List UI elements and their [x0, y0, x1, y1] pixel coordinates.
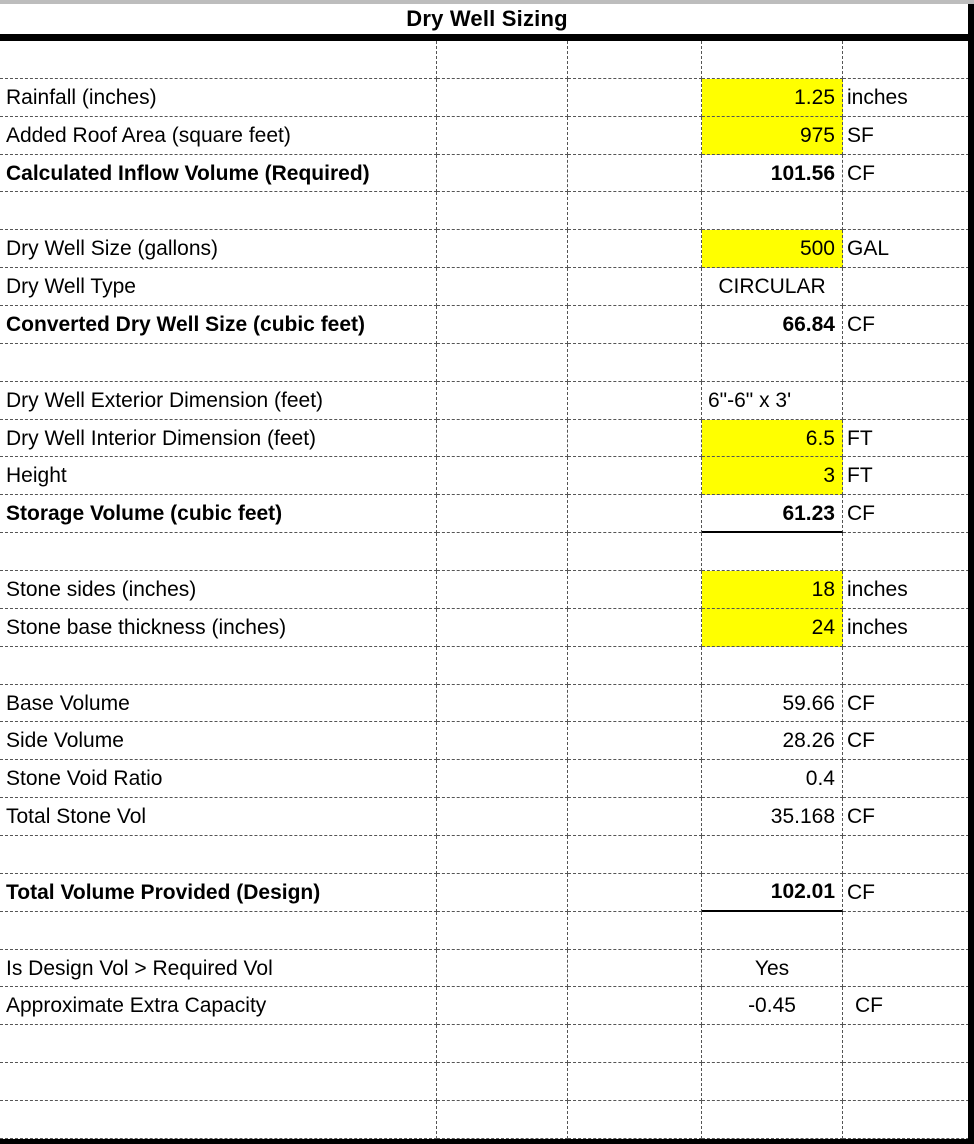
input-cell[interactable]: 6.5: [702, 420, 843, 458]
unit-cell: inches: [843, 79, 974, 117]
table-row: [0, 533, 974, 571]
table-row: [0, 230, 974, 268]
right-border: [968, 4, 974, 1144]
row-label-cell: [0, 647, 437, 685]
value-cell: [702, 836, 843, 874]
unit-cell: [843, 192, 974, 230]
unit-cell: [843, 382, 974, 420]
table-row: [0, 760, 974, 798]
row-label-cell: Dry Well Exterior Dimension (feet): [0, 382, 437, 420]
row-label-cell: Converted Dry Well Size (cubic feet): [0, 306, 437, 344]
spacer-cell: [437, 1063, 568, 1101]
unit-cell: CF: [843, 798, 974, 836]
spacer-cell: [437, 950, 568, 988]
unit-cell: [843, 760, 974, 798]
unit-cell: [843, 912, 974, 950]
value-cell: -0.45: [702, 987, 843, 1025]
value-cell: 35.168: [702, 798, 843, 836]
spacer-cell: [568, 1025, 702, 1063]
spacer-cell: [437, 344, 568, 382]
spreadsheet-grid: [0, 41, 974, 1139]
row-label-cell: Dry Well Type: [0, 268, 437, 306]
unit-cell: CF: [843, 495, 974, 533]
table-row: [0, 722, 974, 760]
value-cell: [702, 647, 843, 685]
row-label-cell: Stone base thickness (inches): [0, 609, 437, 647]
spacer-cell: [437, 457, 568, 495]
spacer-cell: [568, 798, 702, 836]
table-row: [0, 874, 974, 912]
table-row: [0, 79, 974, 117]
spacer-cell: [437, 609, 568, 647]
unit-cell: [843, 344, 974, 382]
value-cell: [702, 1025, 843, 1063]
spacer-cell: [437, 79, 568, 117]
value-cell: 66.84: [702, 306, 843, 344]
value-cell: Yes: [702, 950, 843, 988]
unit-cell: CF: [843, 722, 974, 760]
spacer-cell: [437, 533, 568, 571]
unit-cell: CF: [843, 987, 974, 1025]
spacer-cell: [568, 306, 702, 344]
spacer-cell: [568, 117, 702, 155]
unit-cell: [843, 1101, 974, 1139]
spacer-cell: [437, 722, 568, 760]
spacer-cell: [568, 950, 702, 988]
row-label-cell: Storage Volume (cubic feet): [0, 495, 437, 533]
table-row: [0, 950, 974, 988]
input-cell[interactable]: 24: [702, 609, 843, 647]
unit-cell: FT: [843, 420, 974, 458]
value-cell: [702, 192, 843, 230]
spacer-cell: [437, 382, 568, 420]
unit-cell: GAL: [843, 230, 974, 268]
spacer-cell: [437, 1101, 568, 1139]
unit-cell: [843, 647, 974, 685]
unit-cell: SF: [843, 117, 974, 155]
table-row: [0, 382, 974, 420]
table-row: [0, 155, 974, 193]
table-row: [0, 1063, 974, 1101]
spacer-cell: [568, 1063, 702, 1101]
unit-cell: inches: [843, 609, 974, 647]
value-cell: [702, 1063, 843, 1101]
spacer-cell: [568, 1101, 702, 1139]
input-cell[interactable]: 1.25: [702, 79, 843, 117]
spacer-cell: [437, 268, 568, 306]
unit-cell: [843, 41, 974, 79]
row-label-cell: Height: [0, 457, 437, 495]
unit-cell: CF: [843, 306, 974, 344]
table-row: [0, 685, 974, 723]
row-label-cell: Side Volume: [0, 722, 437, 760]
value-cell: [702, 41, 843, 79]
table-row: [0, 268, 974, 306]
spacer-cell: [568, 912, 702, 950]
spacer-cell: [437, 987, 568, 1025]
spacer-cell: [437, 420, 568, 458]
value-cell: 101.56: [702, 155, 843, 193]
spacer-cell: [437, 192, 568, 230]
table-row: [0, 571, 974, 609]
value-cell: [702, 912, 843, 950]
spacer-cell: [568, 344, 702, 382]
table-row: [0, 457, 974, 495]
spacer-cell: [437, 912, 568, 950]
row-label-cell: [0, 344, 437, 382]
spacer-cell: [568, 647, 702, 685]
spacer-cell: [568, 571, 702, 609]
value-cell: [702, 533, 843, 571]
row-label-cell: Base Volume: [0, 685, 437, 723]
value-cell: 61.23: [702, 495, 843, 533]
unit-cell: [843, 533, 974, 571]
spacer-cell: [568, 533, 702, 571]
table-row: [0, 306, 974, 344]
spacer-cell: [437, 41, 568, 79]
unit-cell: [843, 1025, 974, 1063]
spacer-cell: [568, 874, 702, 912]
spacer-cell: [437, 1025, 568, 1063]
row-label-cell: Is Design Vol > Required Vol: [0, 950, 437, 988]
row-label-cell: [0, 533, 437, 571]
row-label-cell: Rainfall (inches): [0, 79, 437, 117]
spacer-cell: [437, 647, 568, 685]
value-cell: 28.26: [702, 722, 843, 760]
spacer-cell: [437, 571, 568, 609]
spacer-cell: [568, 79, 702, 117]
spacer-cell: [437, 836, 568, 874]
sheet-title: Dry Well Sizing: [406, 6, 568, 31]
row-label-cell: Stone sides (inches): [0, 571, 437, 609]
row-label-cell: Dry Well Size (gallons): [0, 230, 437, 268]
input-cell[interactable]: 975: [702, 117, 843, 155]
table-row: [0, 117, 974, 155]
spacer-cell: [437, 874, 568, 912]
spacer-cell: [568, 836, 702, 874]
unit-cell: [843, 836, 974, 874]
unit-cell: CF: [843, 155, 974, 193]
table-row: [0, 798, 974, 836]
table-row: [0, 495, 974, 533]
spacer-cell: [568, 230, 702, 268]
title-divider: [0, 34, 974, 41]
spacer-cell: [568, 722, 702, 760]
spacer-cell: [437, 495, 568, 533]
table-row: [0, 420, 974, 458]
unit-cell: CF: [843, 685, 974, 723]
spacer-cell: [568, 155, 702, 193]
value-cell: [702, 1101, 843, 1139]
input-cell[interactable]: 3: [702, 457, 843, 495]
unit-cell: inches: [843, 571, 974, 609]
row-label-cell: Stone Void Ratio: [0, 760, 437, 798]
spacer-cell: [568, 420, 702, 458]
spacer-cell: [568, 192, 702, 230]
value-cell: 6"-6" x 3': [702, 382, 843, 420]
table-row: [0, 344, 974, 382]
value-cell: CIRCULAR: [702, 268, 843, 306]
row-label-cell: [0, 1063, 437, 1101]
row-label-cell: [0, 1025, 437, 1063]
value-cell: 59.66: [702, 685, 843, 723]
unit-cell: CF: [843, 874, 974, 912]
unit-cell: [843, 268, 974, 306]
input-cell[interactable]: 500: [702, 230, 843, 268]
row-label-cell: Approximate Extra Capacity: [0, 987, 437, 1025]
row-label-cell: Total Stone Vol: [0, 798, 437, 836]
spacer-cell: [568, 987, 702, 1025]
value-cell: 0.4: [702, 760, 843, 798]
table-row: [0, 647, 974, 685]
row-label-cell: [0, 1101, 437, 1139]
table-row: [0, 987, 974, 1025]
row-label-cell: Total Volume Provided (Design): [0, 874, 437, 912]
value-cell: 102.01: [702, 874, 843, 912]
bottom-border: [0, 1139, 974, 1144]
spacer-cell: [568, 268, 702, 306]
row-label-cell: [0, 192, 437, 230]
table-row: [0, 609, 974, 647]
input-cell[interactable]: 18: [702, 571, 843, 609]
table-row: [0, 41, 974, 79]
spacer-cell: [437, 760, 568, 798]
table-row: [0, 836, 974, 874]
row-label-cell: Calculated Inflow Volume (Required): [0, 155, 437, 193]
spacer-cell: [568, 457, 702, 495]
spacer-cell: [568, 609, 702, 647]
spacer-cell: [437, 306, 568, 344]
spacer-cell: [437, 798, 568, 836]
table-row: [0, 1025, 974, 1063]
row-label-cell: Added Roof Area (square feet): [0, 117, 437, 155]
spacer-cell: [568, 382, 702, 420]
row-label-cell: [0, 41, 437, 79]
spacer-cell: [437, 685, 568, 723]
value-cell: [702, 344, 843, 382]
unit-cell: [843, 1063, 974, 1101]
spacer-cell: [437, 155, 568, 193]
row-label-cell: [0, 912, 437, 950]
unit-cell: [843, 950, 974, 988]
spacer-cell: [568, 760, 702, 798]
table-row: [0, 1101, 974, 1139]
spacer-cell: [568, 41, 702, 79]
table-row: [0, 192, 974, 230]
spacer-cell: [437, 230, 568, 268]
spacer-cell: [568, 495, 702, 533]
spacer-cell: [437, 117, 568, 155]
row-label-cell: [0, 836, 437, 874]
table-row: [0, 912, 974, 950]
row-label-cell: Dry Well Interior Dimension (feet): [0, 420, 437, 458]
spacer-cell: [568, 685, 702, 723]
unit-cell: FT: [843, 457, 974, 495]
